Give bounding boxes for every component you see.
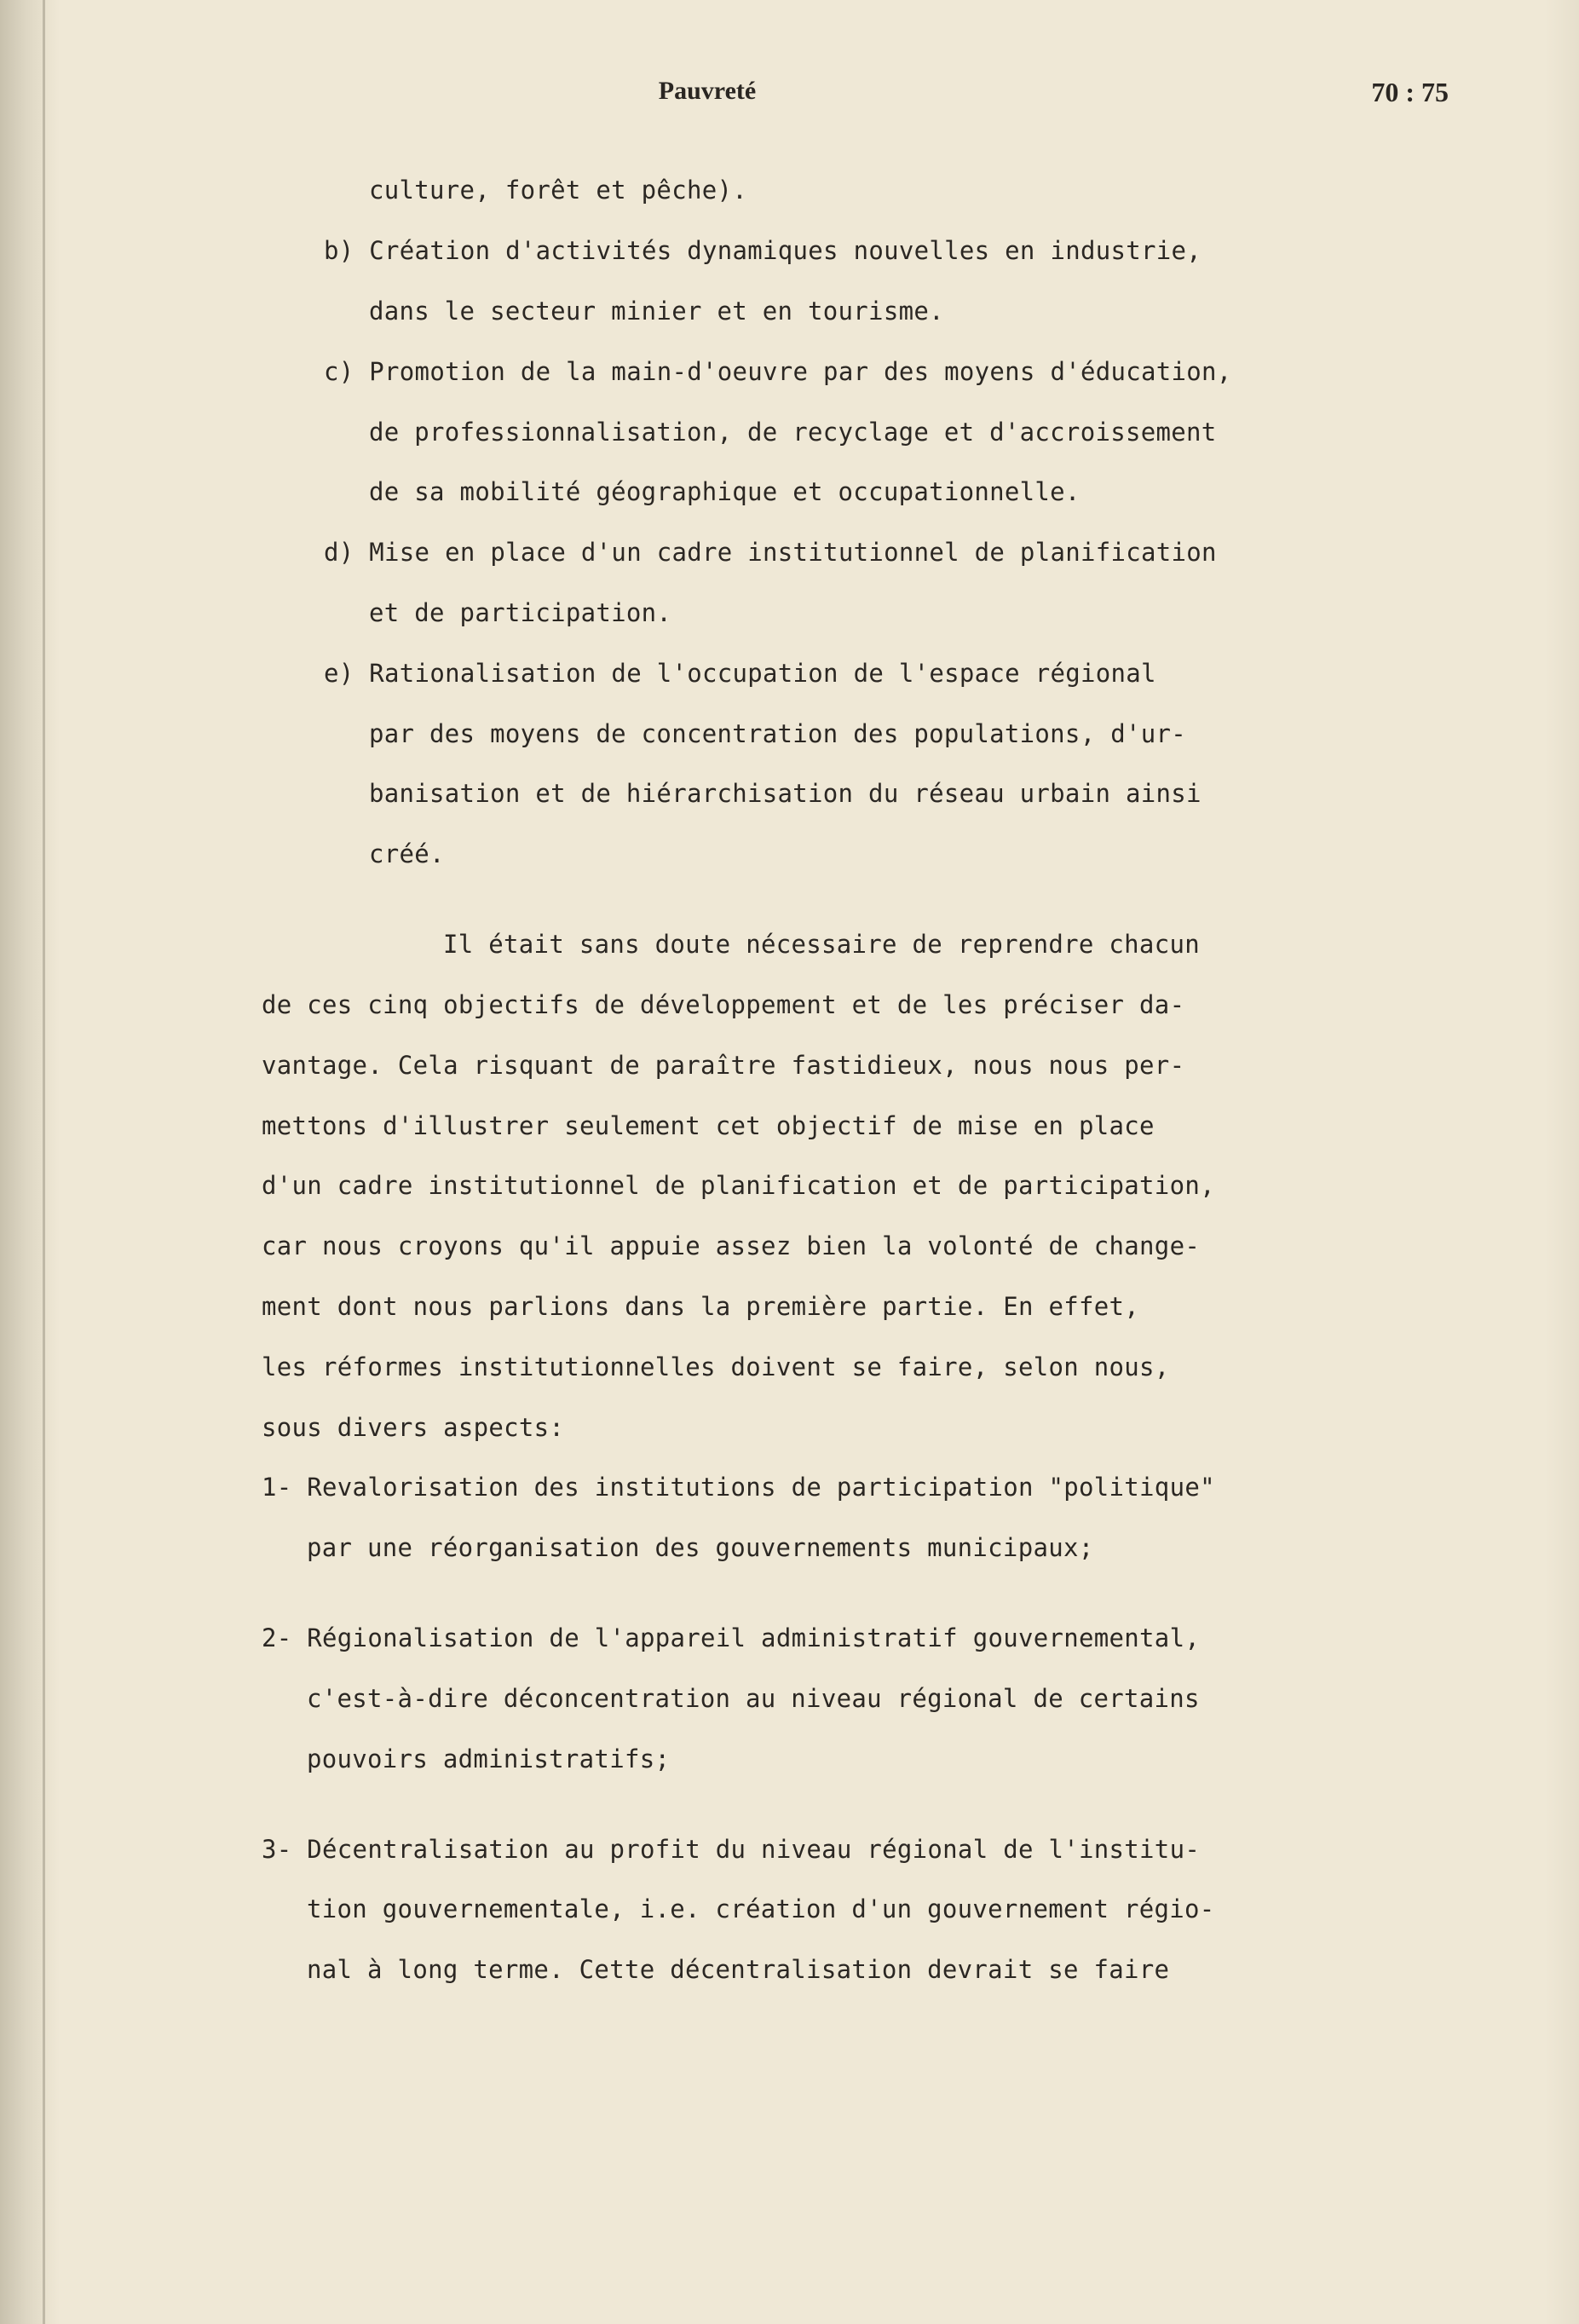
- list-item-c: c) Promotion de la main-d'oeuvre par des moyens d'éducation,: [324, 357, 1232, 386]
- text-line: par une réorganisation des gouvernements municipaux;: [307, 1533, 1094, 1562]
- binding-shadow: [0, 0, 60, 2324]
- page-number: 70 : 75: [1371, 77, 1449, 107]
- text-line: c'est-à-dire déconcentration au niveau régional de certains: [307, 1684, 1200, 1713]
- text-line: par des moyens de concentration des populations, d'ur-: [369, 719, 1187, 748]
- text-line: pouvoirs administratifs;: [307, 1744, 671, 1773]
- text-line: sous divers aspects:: [262, 1413, 565, 1442]
- text-line: de sa mobilité géographique et occupationnelle.: [369, 477, 1081, 506]
- paragraph-start: Il était sans doute nécessaire de reprendre chacun: [443, 930, 1200, 959]
- list-item-b: b) Création d'activités dynamiques nouvelles en industrie,: [324, 236, 1202, 265]
- text-line: ment dont nous parlions dans la première partie. En effet,: [262, 1292, 1140, 1321]
- text-line: et de participation.: [369, 598, 672, 627]
- list-item-3: 3- Décentralisation au profit du niveau régional de l'institu-: [262, 1835, 1201, 1864]
- text-line: les réformes institutionnelles doivent se faire, selon nous,: [262, 1352, 1170, 1381]
- text-line: culture, forêt et pêche).: [369, 176, 747, 205]
- text-line: de professionnalisation, de recyclage et d'accroissement: [369, 418, 1217, 447]
- text-line: banisation et de hiérarchisation du réseau urbain ainsi: [369, 779, 1202, 808]
- list-item-1: 1- Revalorisation des institutions de participation "politique": [262, 1473, 1215, 1502]
- text-line: de ces cinq objectifs de développement et de les préciser da-: [262, 990, 1185, 1019]
- running-header-title: Pauvreté: [658, 77, 757, 105]
- page-edge: [1545, 0, 1579, 2324]
- text-line: dans le secteur minier et en tourisme.: [369, 297, 944, 326]
- text-line: mettons d'illustrer seulement cet objectif de mise en place: [262, 1111, 1155, 1140]
- text-line: vantage. Cela risquant de paraître fastidieux, nous nous per-: [262, 1051, 1185, 1080]
- binding-edge: [43, 0, 45, 2324]
- list-item-e: e) Rationalisation de l'occupation de l'espace régional: [324, 659, 1156, 688]
- list-item-2: 2- Régionalisation de l'appareil administratif gouvernemental,: [262, 1623, 1201, 1652]
- list-item-d: d) Mise en place d'un cadre institutionnel de planification: [324, 538, 1217, 567]
- text-line: nal à long terme. Cette décentralisation devrait se faire: [307, 1955, 1170, 1984]
- text-line: créé.: [369, 839, 445, 868]
- text-line: car nous croyons qu'il appuie assez bien la volonté de change-: [262, 1231, 1201, 1260]
- text-line: d'un cadre institutionnel de planification et de participation,: [262, 1171, 1215, 1200]
- text-line: tion gouvernementale, i.e. création d'un gouvernement régio-: [307, 1894, 1215, 1923]
